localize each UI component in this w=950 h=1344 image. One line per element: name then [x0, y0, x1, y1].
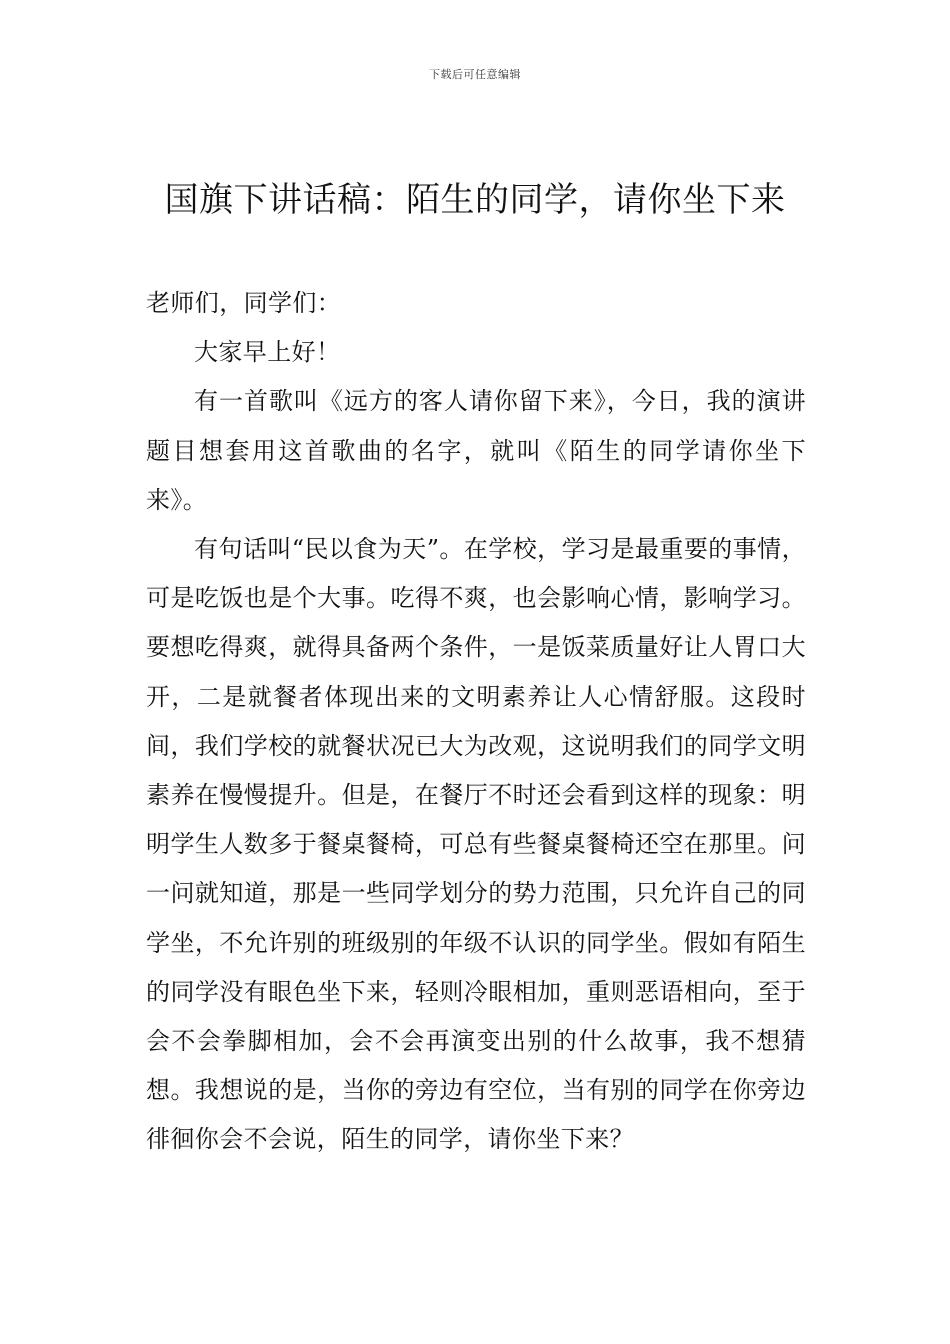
body-paragraph: 有一首歌叫《远方的客人请你留下来》，今日，我的演讲题目想套用这首歌曲的名字，就叫《陌生的同学请你坐下来》。	[146, 387, 806, 514]
document-title: 国旗下讲话稿：陌生的同学，请你坐下来	[164, 180, 786, 220]
header-note: 下载后可任意编辑	[429, 68, 521, 81]
body-paragraph: 有句话叫“民以食为天”。在学校，学习是最重要的事情，可是吃饭也是个大事。吃得不爽，也会影响心情，影响学习。要想吃得爽，就得具备两个条件，一是饭菜质量好让人胃口大开，二是就餐者体现出来的文明素养让人心情舒服。这段时间，我们学校的就餐状况已大为改观，这说明我们的同学文明素养在慢慢提升。但是，在餐厅不时还会看到这样的现象：明明学生人数多于餐桌餐椅，可总有些餐桌餐椅还空在那里。问一问就知道，那是一些同学划分的势力范围，只允许自己的同学坐，不允许别的班级别的年级不认识的同学坐。假如有陌生的同学没有眼色坐下来，轻则冷眼相加，重则恶语相向，至于会不会拳脚相加，会不会再演变出别的什么故事，我不想猜想。我想说的是，当你的旁边有空位，当有别的同学在你旁边徘徊你会不会说，陌生的同学，请你坐下来？	[146, 535, 806, 1154]
document-body	[146, 279, 806, 1165]
salutation-paragraph: 老师们，同学们：	[146, 289, 342, 317]
greeting-paragraph: 大家早上好！	[194, 338, 341, 367]
